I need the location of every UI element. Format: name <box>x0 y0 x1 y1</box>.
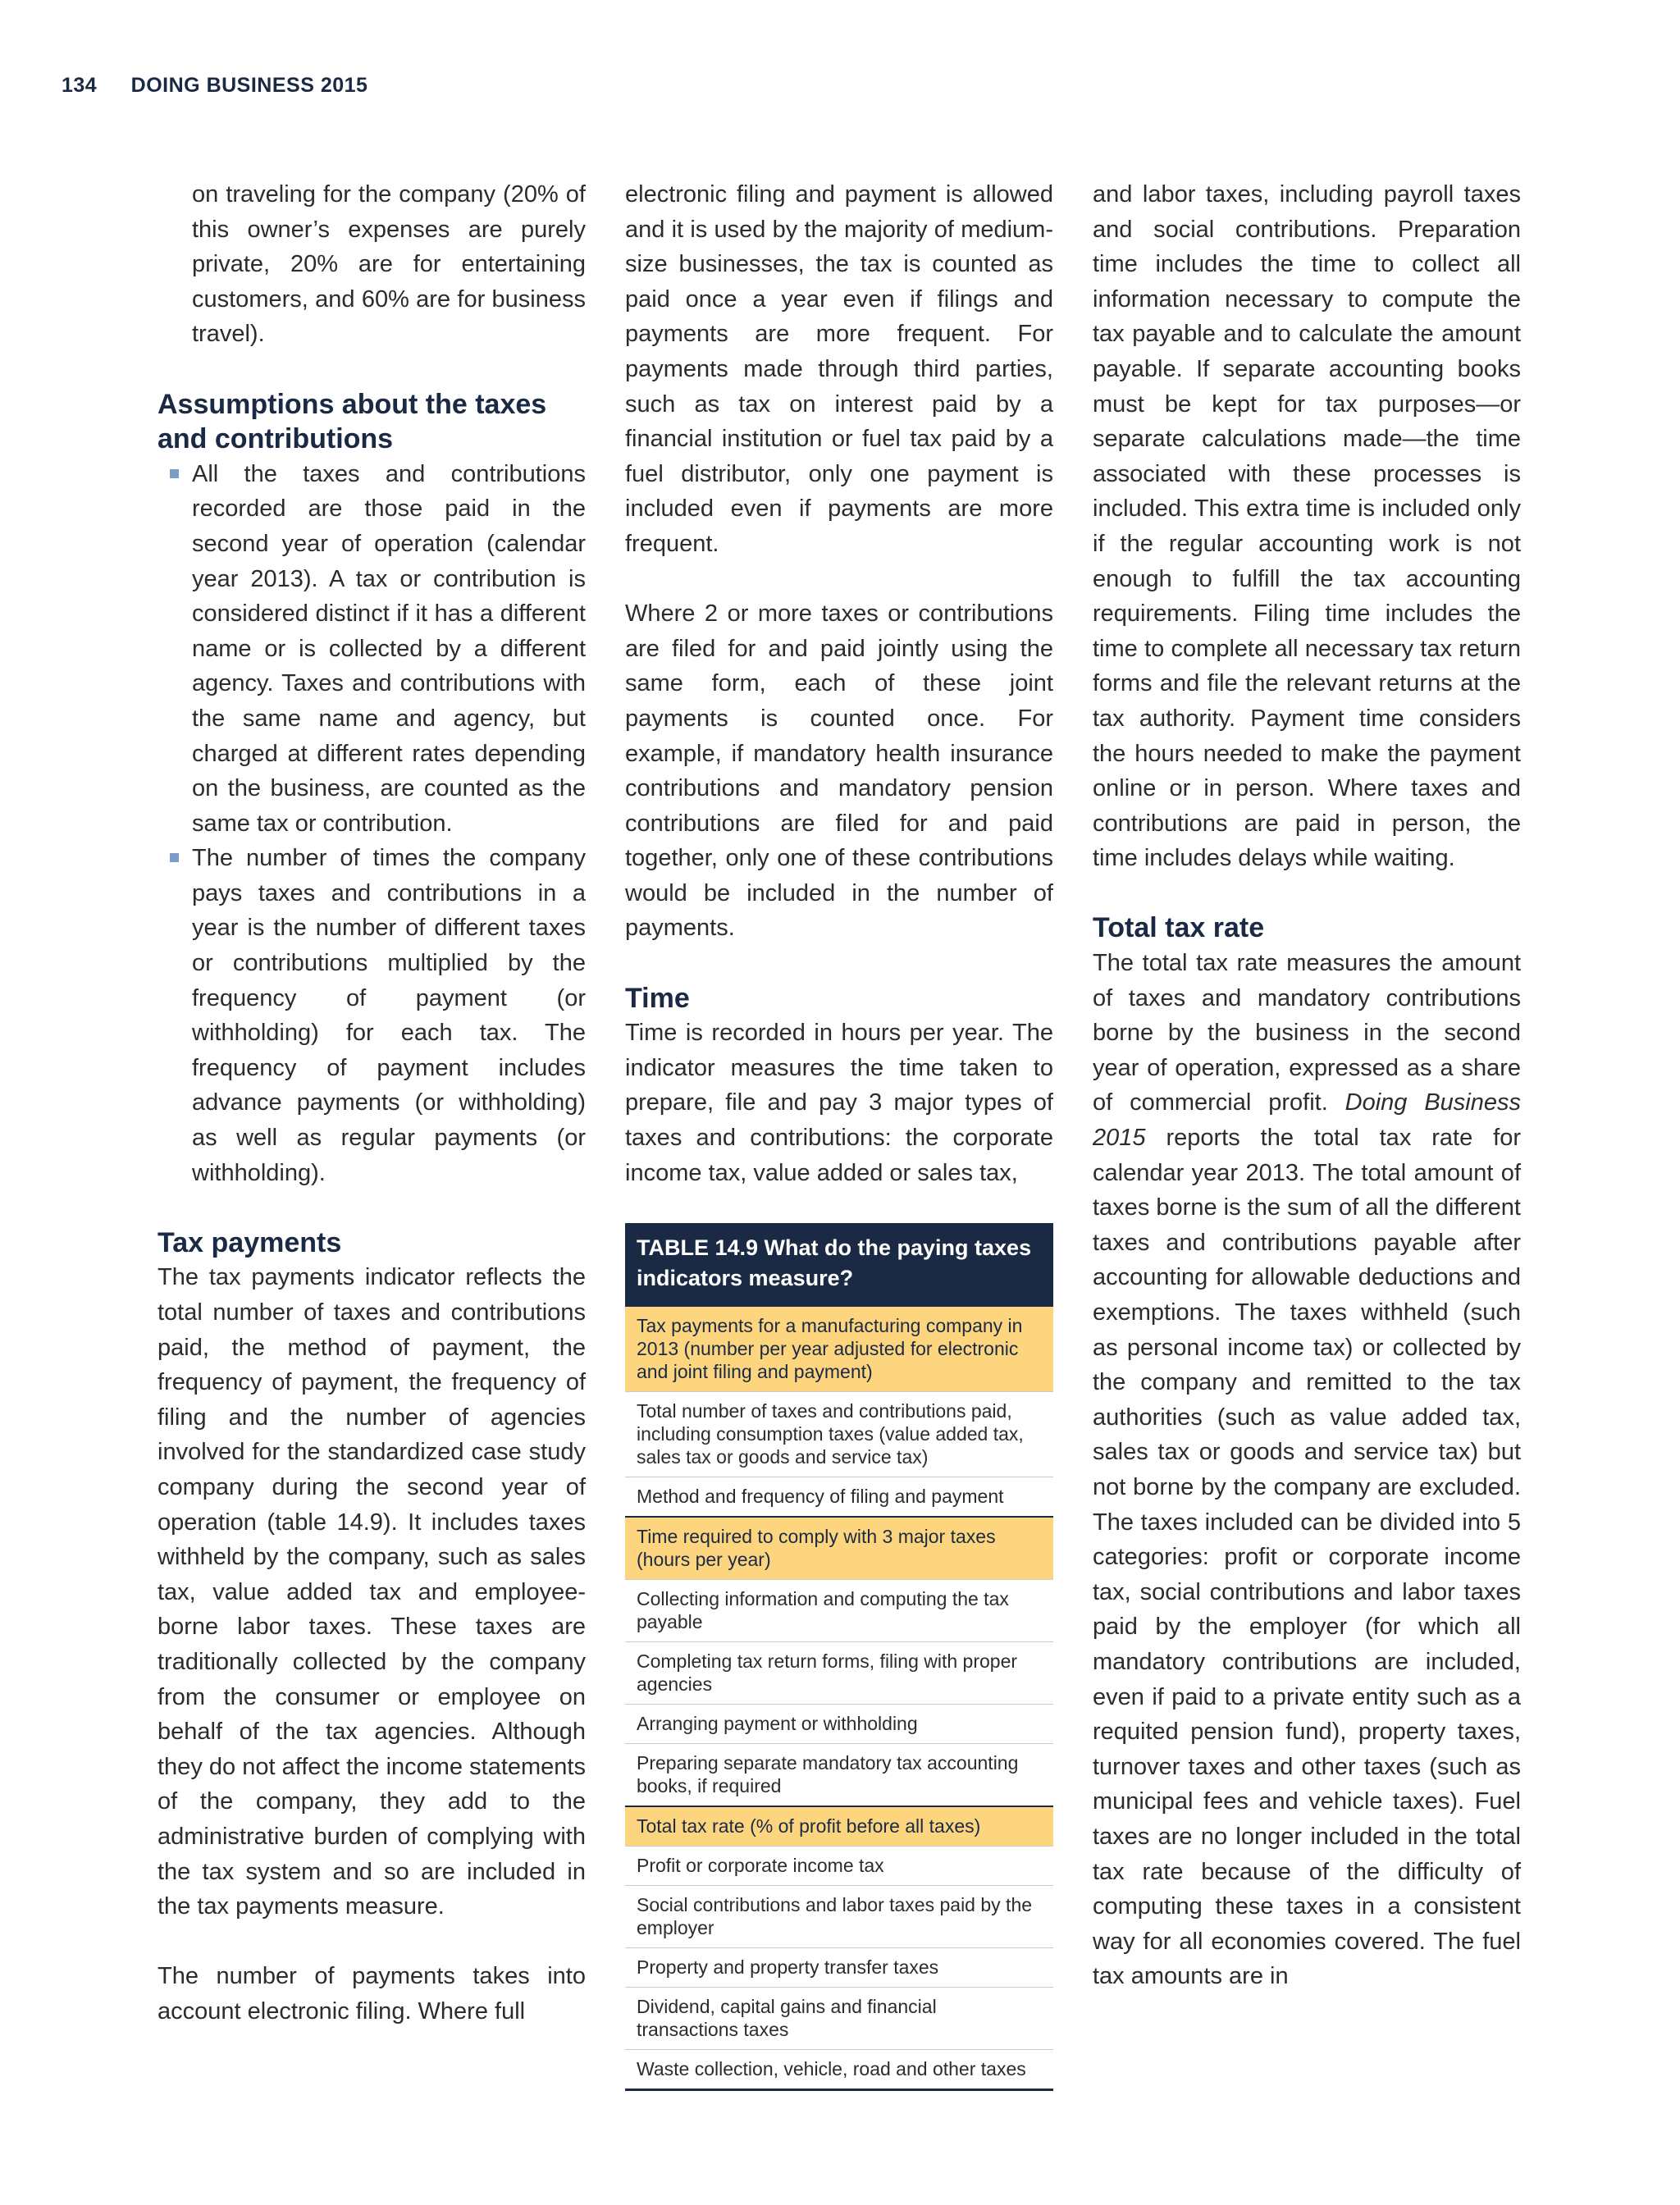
total-tax-rate-paragraph <box>1093 946 1521 1994</box>
column-2 <box>625 177 1053 2091</box>
electronic-filing-paragraph: The number of payments takes into account electronic filing. Where full <box>158 1963 586 2025</box>
list-item <box>158 841 586 1190</box>
column-3 <box>1093 177 1521 1994</box>
time-paragraph: Time is recorded in hours per year. The indicator measures the time taken to prepare, file and pay 3 major types of taxes and contributions: the corporate income tax, value added or sales tax, <box>625 1020 1053 1186</box>
table-title: TABLE 14.9 What do the paying taxes indicators measure? <box>625 1223 1053 1305</box>
table-row: Total number of taxes and contributions paid, including consumption taxes (value added tax, sales tax or goods and service tax) <box>625 1391 1053 1477</box>
assumptions-list <box>158 457 586 1190</box>
bullet-square-icon <box>170 469 179 478</box>
bullet-text: The number of times the company pays taxes and contributions in a year is the number of different taxes or contributions multiplied by the frequency of payment (or withholding) for each tax. The frequency of payment includes advance payments (or withholding) as well as regular payments (or withholding). <box>192 845 586 1186</box>
time-heading: Time <box>625 982 690 1014</box>
ttr-text-b: reports the total tax rate for calendar year 2013. The total amount of taxes borne is the sum of all the different taxes and contributions payable after accounting for allowable deductions and exemptions. The taxes withheld (such as personal income tax) or collected by the company and remitted to the tax authorities (such as value added tax, sales tax or goods and service tax) but not borne by the company are excluded. The taxes included can be divided into 5 categories: profit or corporate income tax, social contributions and labor taxes paid by the employer (for which all mandatory contributions are included, even if paid to a private entity such as a requited pension fund), property taxes, turnover taxes and other taxes (such as municipal fees and vehicle taxes). Fuel taxes are no longer included in the total tax rate because of the difficulty of computing these taxes in a consistent way for all economies covered. The fuel tax amounts are in <box>1093 1125 1521 1990</box>
table-row: Completing tax return forms, filing with proper agencies <box>625 1641 1053 1704</box>
table-section-header: Tax payments for a manufacturing company in 2013 (number per year adjusted for electronic and joint filing and payment) <box>625 1305 1053 1391</box>
tax-payments-paragraph: The tax payments indicator reflects the total number of taxes and contributions paid, the method of payment, the frequency of payment, the frequency of filing and the number of agencies involved for the standardized case study company during the second year of operation (table 14.9). It includes taxes withheld by the company, such as sales tax, value added tax and employee-borne labor taxes. These taxes are traditionally collected by the company from the consumer or employee on behalf of the tax agencies. Although they do not affect the income statements of the company, they add to the administrative burden of complying with the tax system and so are included in the tax payments measure. <box>158 1264 586 1920</box>
total-tax-rate-heading: Total tax rate <box>1093 912 1265 944</box>
bullet-square-icon <box>170 853 179 862</box>
table-row: Property and property transfer taxes <box>625 1947 1053 1987</box>
table-row: Collecting information and computing the tax payable <box>625 1579 1053 1641</box>
table-row: Waste collection, vehicle, road and other taxes <box>625 2049 1053 2089</box>
publication-title: DOING BUSINESS 2015 <box>130 74 368 97</box>
list-item <box>158 457 586 842</box>
table-section-header: Total tax rate (% of profit before all taxes) <box>625 1806 1053 1846</box>
table-row: Arranging payment or withholding <box>625 1704 1053 1743</box>
table-row: Method and frequency of filing and payment <box>625 1477 1053 1516</box>
table-row: Preparing separate mandatory tax accounting books, if required <box>625 1743 1053 1806</box>
ttr-publication-italic: Doing Business 2015 <box>1093 1089 1521 1152</box>
assumptions-heading: Assumptions about the taxes and contributions <box>158 388 547 455</box>
table-section-header: Time required to comply with 3 major taxes (hours per year) <box>625 1516 1053 1579</box>
intro-paragraph: on traveling for the company (20% of this owner’s expenses are purely private, 20% are for entertaining customers, and 60% are for business travel). <box>192 181 586 348</box>
ttr-text-a: The total tax rate measures the amount of taxes and mandatory contributions borne by the business in the second year of operation, expressed as a share of commercial profit. <box>1093 950 1521 1116</box>
table-body <box>625 1305 1053 2089</box>
tax-payments-heading: Tax payments <box>158 1226 342 1258</box>
column-1 <box>158 177 586 2029</box>
page-header <box>62 74 368 98</box>
table-row: Dividend, capital gains and financial transactions taxes <box>625 1987 1053 2049</box>
page-number: 134 <box>62 74 98 97</box>
table-14-9 <box>625 1223 1053 2091</box>
bullet-text: All the taxes and contributions recorded are those paid in the second year of operation (calendar year 2013). A tax or contribution is considered distinct if it has a different name or is collected by a different agency. Taxes and contributions with the same name and agency, but charged at different rates depending on the business, are counted as the same tax or contribution. <box>192 460 586 837</box>
table-row: Social contributions and labor taxes paid by the employer <box>625 1885 1053 1947</box>
electronic-filing-continued: electronic filing and payment is allowed and it is used by the majority of medium-size businesses, the tax is counted as paid once a year even if filings and payments are more frequent. For payments made through third parties, such as tax on interest paid by a financial institution or fuel tax paid by a fuel distributor, only one payment is included even if payments are more frequent. <box>625 181 1053 557</box>
joint-filing-paragraph: Where 2 or more taxes or contributions are filed for and paid jointly using the same form, each of these joint payments is counted once. For example, if mandatory health insurance contributions and mandatory pension contributions are filed for and paid together, only one of these contributions would be included in the number of payments. <box>625 600 1053 942</box>
table-row: Profit or corporate income tax <box>625 1846 1053 1885</box>
time-paragraph-continued: and labor taxes, including payroll taxes and social contributions. Preparation time includes the time to collect all information necessary to compute the tax payable and to calculate the amount payable. If separate accounting books must be kept for tax purposes—or separate calculations made—the time associated with these processes is included. This extra time is included only if the regular accounting work is not enough to fulfill the tax accounting requirements. Filing time includes the time to complete all necessary tax return forms and file the relevant returns at the tax authority. Payment time considers the hours needed to make the payment online or in person. Where taxes and contributions are paid in person, the time includes delays while waiting. <box>1093 181 1521 872</box>
